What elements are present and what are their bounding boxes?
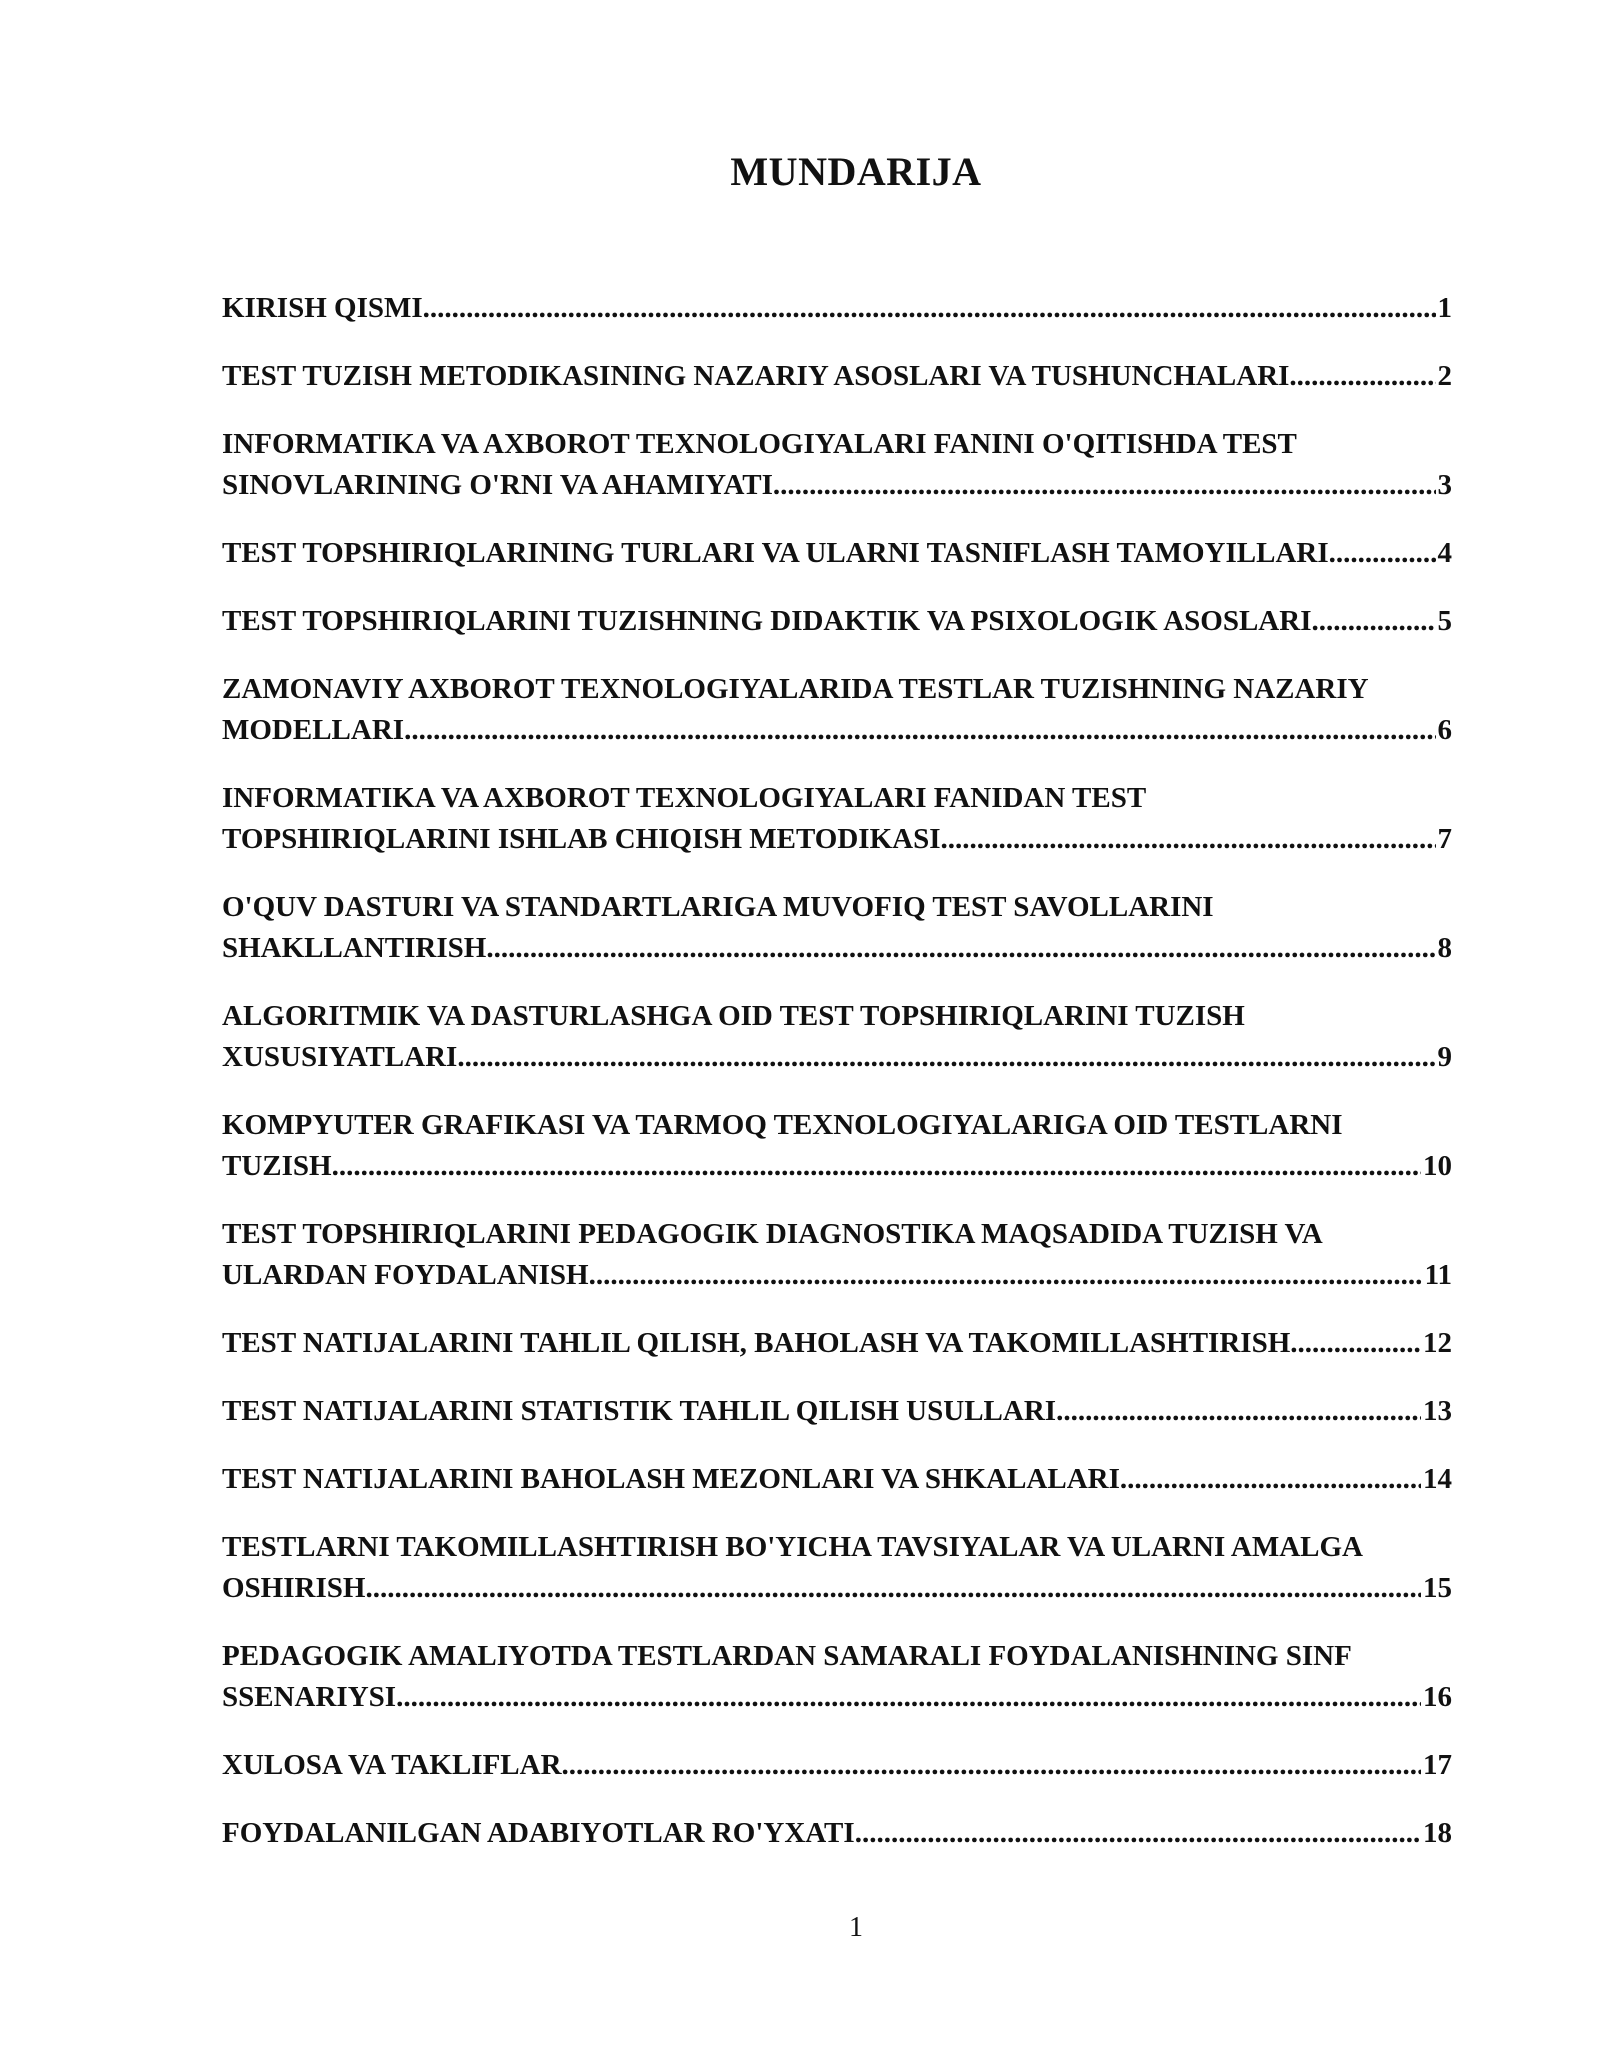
toc-page-number: 3 — [1437, 469, 1452, 501]
toc-page-number: 10 — [1423, 1150, 1452, 1182]
dot-leader — [855, 1813, 1421, 1854]
toc-entry-line — [222, 533, 1452, 574]
dot-leader — [365, 1568, 1421, 1609]
toc-entry-line — [222, 1813, 1452, 1854]
toc-entry-text: KOMPYUTER GRAFIKASI VA TARMOQ TEXNOLOGIYALARIGA OID TESTLARNI — [222, 1109, 1343, 1141]
toc-entry-text: SSENARIYSI — [222, 1681, 397, 1713]
toc-entry-text: TEST TUZISH METODIKASINING NAZARIY ASOSLARI VA TUSHUNCHALARI — [222, 360, 1290, 392]
toc-entry[interactable] — [222, 669, 1452, 751]
dot-leader — [423, 288, 1436, 329]
toc-page-number: 8 — [1437, 932, 1452, 964]
toc-entry-text: TEST NATIJALARINI STATISTIK TAHLIL QILISH USULLARI — [222, 1395, 1057, 1427]
toc-entry-line — [222, 1568, 1452, 1609]
toc-entry[interactable] — [222, 1323, 1452, 1364]
toc-entry[interactable] — [222, 1813, 1452, 1854]
toc-entry[interactable] — [222, 778, 1452, 860]
page-title: MUNDARIJA — [730, 149, 982, 194]
dot-leader — [562, 1745, 1421, 1786]
toc-entry-line — [222, 1459, 1452, 1500]
table-of-contents — [222, 288, 1452, 1881]
toc-page-number: 16 — [1423, 1681, 1452, 1713]
toc-entry-text: TUZISH — [222, 1150, 332, 1182]
dot-leader — [1289, 356, 1435, 397]
toc-entry[interactable] — [222, 1527, 1452, 1609]
toc-entry-text: O'QUV DASTURI VA STANDARTLARIGA MUVOFIQ TEST SAVOLLARINI — [222, 891, 1214, 923]
toc-entry[interactable] — [222, 1105, 1452, 1187]
toc-entry-text: TEST NATIJALARINI BAHOLASH MEZONLARI VA SHKALALARI — [222, 1463, 1120, 1495]
toc-entry[interactable] — [222, 533, 1452, 574]
toc-entry-text: KIRISH QISMI — [222, 292, 423, 324]
dot-leader — [1120, 1459, 1421, 1500]
toc-entry-text: TEST TOPSHIRIQLARINI TUZISHNING DIDAKTIK VA PSIXOLOGIK ASOSLARI — [222, 605, 1312, 637]
dot-leader — [1329, 533, 1436, 574]
toc-entry-line — [222, 928, 1452, 969]
toc-page-number: 18 — [1423, 1817, 1452, 1849]
toc-page-number: 11 — [1424, 1259, 1452, 1291]
toc-page-number: 9 — [1437, 1041, 1452, 1073]
toc-entry[interactable] — [222, 1459, 1452, 1500]
toc-entry-line — [222, 1745, 1452, 1786]
toc-page-number: 5 — [1437, 605, 1452, 637]
toc-entry-text: XULOSA VA TAKLIFLAR — [222, 1749, 562, 1781]
toc-page-number: 12 — [1423, 1327, 1452, 1359]
toc-entry-text: MODELLARI — [222, 714, 405, 746]
toc-entry-line — [222, 465, 1452, 506]
toc-page-number: 6 — [1437, 714, 1452, 746]
toc-entry-line — [222, 1146, 1452, 1187]
dot-leader — [589, 1255, 1423, 1296]
toc-page-number: 17 — [1423, 1749, 1452, 1781]
toc-entry[interactable] — [222, 996, 1452, 1078]
toc-page-number: 4 — [1437, 537, 1452, 569]
toc-page-number: 15 — [1423, 1572, 1452, 1604]
toc-entry-text: SINOVLARINING O'RNI VA AHAMIYATI — [222, 469, 773, 501]
dot-leader — [1056, 1391, 1421, 1432]
toc-entry-line — [222, 1323, 1452, 1364]
toc-entry-text: OSHIRISH — [222, 1572, 366, 1604]
toc-page-number: 14 — [1423, 1463, 1452, 1495]
dot-leader — [1290, 1323, 1421, 1364]
toc-entry-line — [222, 1677, 1452, 1718]
toc-entry-text: ALGORITMIK VA DASTURLASHGA OID TEST TOPSHIRIQLARINI TUZISH — [222, 1000, 1245, 1032]
toc-entry[interactable] — [222, 1214, 1452, 1296]
toc-entry[interactable] — [222, 1745, 1452, 1786]
toc-page-number: 13 — [1423, 1395, 1452, 1427]
toc-entry[interactable] — [222, 288, 1452, 329]
toc-entry-text: TEST TOPSHIRIQLARINI PEDAGOGIK DIAGNOSTIKA MAQSADIDA TUZISH VA — [222, 1218, 1323, 1250]
toc-entry-text: INFORMATIKA VA AXBOROT TEXNOLOGIYALARI FANINI O'QITISHDA TEST — [222, 428, 1297, 460]
toc-entry-text: TOPSHIRIQLARINI ISHLAB CHIQISH METODIKASI — [222, 823, 941, 855]
page-number: 1 — [849, 1912, 863, 1943]
toc-page-number: 2 — [1437, 360, 1452, 392]
toc-entry-text: TEST TOPSHIRIQLARINING TURLARI VA ULARNI TASNIFLASH TAMOYILLARI — [222, 537, 1329, 569]
toc-entry-line — [222, 710, 1452, 751]
dot-leader — [1311, 601, 1435, 642]
toc-entry-line — [222, 1037, 1452, 1078]
dot-leader — [941, 819, 1436, 860]
toc-page-number: 1 — [1437, 292, 1452, 324]
toc-entry-text: ULARDAN FOYDALANISH — [222, 1259, 589, 1291]
toc-entry-text: PEDAGOGIK AMALIYOTDA TESTLARDAN SAMARALI FOYDALANISHNING SINF — [222, 1640, 1352, 1672]
toc-entry[interactable] — [222, 1391, 1452, 1432]
toc-page-number: 7 — [1437, 823, 1452, 855]
toc-entry[interactable] — [222, 1636, 1452, 1718]
dot-leader — [396, 1677, 1421, 1718]
toc-entry-text: XUSUSIYATLARI — [222, 1041, 458, 1073]
toc-entry-line — [222, 356, 1452, 397]
toc-entry-line — [222, 1391, 1452, 1432]
toc-entry-text: ZAMONAVIY AXBOROT TEXNOLOGIYALARIDA TESTLAR TUZISHNING NAZARIY — [222, 673, 1369, 705]
toc-entry-text: TEST NATIJALARINI TAHLIL QILISH, BAHOLASH VA TAKOMILLASHTIRISH — [222, 1327, 1291, 1359]
dot-leader — [773, 465, 1436, 506]
dot-leader — [404, 710, 1435, 751]
toc-entry-text: SHAKLLANTIRISH — [222, 932, 487, 964]
toc-entry[interactable] — [222, 356, 1452, 397]
toc-entry-line — [222, 819, 1452, 860]
dot-leader — [332, 1146, 1421, 1187]
dot-leader — [486, 928, 1435, 969]
toc-entry[interactable] — [222, 887, 1452, 969]
toc-entry-line — [222, 288, 1452, 329]
toc-entry-text: INFORMATIKA VA AXBOROT TEXNOLOGIYALARI FANIDAN TEST — [222, 782, 1147, 814]
toc-entry-line — [222, 601, 1452, 642]
toc-entry[interactable] — [222, 424, 1452, 506]
toc-entry-text: TESTLARNI TAKOMILLASHTIRISH BO'YICHA TAVSIYALAR VA ULARNI AMALGA — [222, 1531, 1363, 1563]
toc-entry-text: FOYDALANILGAN ADABIYOTLAR RO'YXATI — [222, 1817, 855, 1849]
toc-entry-line — [222, 1255, 1452, 1296]
dot-leader — [457, 1037, 1435, 1078]
toc-entry[interactable] — [222, 601, 1452, 642]
